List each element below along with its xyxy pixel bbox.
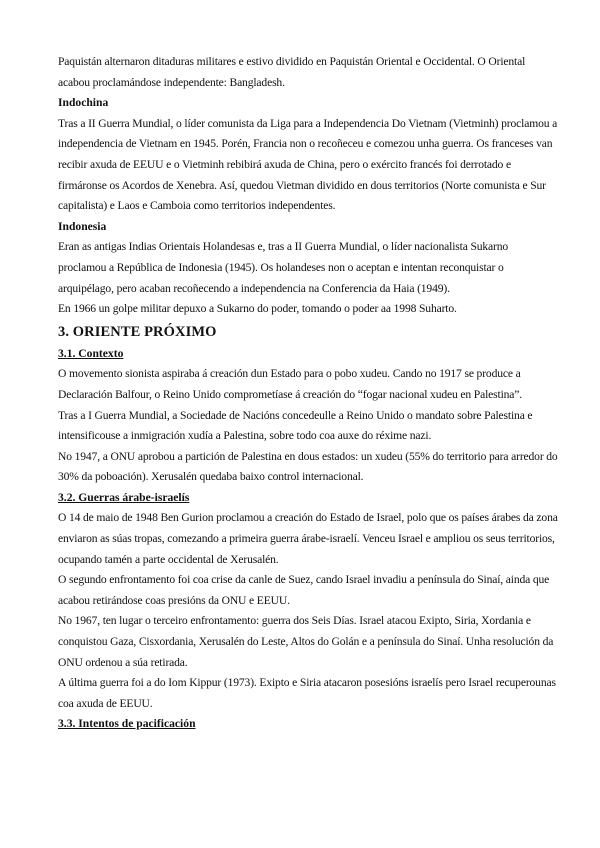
heading-indochina: Indochina: [58, 96, 109, 110]
paragraph-sionismo: O movemento sionista aspiraba á creación dun Estado para o pobo xudeu. Cando no 1917 se produce a Declaración Balfour, o Reino Unido comprometíase á creación do “fogar nacional xudeu en Palestina”.: [58, 367, 523, 401]
subheading-pacificacion: 3.3. Intentos de pacificación: [58, 717, 196, 731]
subheading-guerras: 3.2. Guerras árabe-israelís: [58, 490, 190, 504]
paragraph-mandato: Tras a I Guerra Mundial, a Sociedade de Nacións concedeulle a Reino Unido o mandato sobre Palestina e intensificouse a inmigración xudía a Palestina, sobre todo coa auxe do réxime nazi.: [58, 408, 533, 443]
paragraph-paquistan: Paquistán alternaron ditaduras militares e estivo dividido en Paquistán Oriental e Occidental. O Oriental acabou proclamándose independente: Bangladesh.: [58, 55, 526, 89]
paragraph-suez: O segundo enfrontamento foi coa crise da canle de Suez, cando Israel invadiu a península do Sinaí, ainda que acabou retirándose coas presións da ONU e EEUU.: [58, 573, 550, 607]
paragraph-seis-dias: No 1967, ten lugar o terceiro enfrontamento: guerra dos Seis Días. Israel atacou Exipto, Siria, Xordania e conquistou Gaza, Cisxordania, Xerusalén do Leste, Altos do Golán e a península do Sinaí. Unha resolución da ONU ordenou a súa retirada.: [58, 614, 554, 669]
paragraph-particion: No 1947, a ONU aprobou a partición de Palestina en dous estados: un xudeu (55% do territorio para arredor do 30% da poboación). Xerusalén quedaba baixo control internacional.: [58, 449, 558, 484]
section-title-oriente-proximo: 3. ORIENTE PRÓXIMO: [58, 323, 217, 340]
paragraph-indochina: Tras a II Guerra Mundial, o líder comunista da Liga para a Independencia Do Vietnam (Vietminh) proclamou a independencia de Vietnam en 1945. Porén, Francia non o recoñeceu e comezou unha guerra. Os franceses van recibir axuda de EEUU e o Vietminh rebibirá axuda de China, pero o exército francés foi derrotado e firmáronse os Acordos de Xenebra. Así, quedou Vietman dividido en dous territorios (Norte comunista e Sur capitalista) e Laos e Camboia como territorios independentes.: [58, 116, 558, 213]
paragraph-iom-kippur: A última guerra foi a do Iom Kippur (1973). Exipto e Siria atacaron posesións israelís pero Israel recuperounas coa axuda de EEUU.: [58, 676, 556, 710]
paragraph-1948: O 14 de maio de 1948 Ben Gurion proclamou a creación do Estado de Israel, polo que os países árabes da zona enviaron as súas tropas, comezando a primeira guerra árabe-israelí. Venceu Israel e ampliou os seus territorios, ocupando tamén a parte occidental de Xerusalén.: [58, 511, 558, 566]
heading-indonesia: Indonesia: [58, 219, 107, 233]
subheading-contexto: 3.1. Contexto: [58, 346, 124, 360]
paragraph-suharto: En 1966 un golpe militar depuxo a Sukarno do poder, tomando o poder aa 1998 Suharto.: [58, 302, 457, 316]
paragraph-indonesia: Eran as antigas Indias Orientais Holandesas e, tras a II Guerra Mundial, o líder nacionalista Sukarno proclamou a República de Indonesia (1945). Os holandeses non o aceptan e intentan reconquistar o arquipélago, pero acaban recoñecendo a independencia na Conferencia da Haia (1949).: [58, 240, 509, 295]
document-page: [58, 52, 558, 735]
